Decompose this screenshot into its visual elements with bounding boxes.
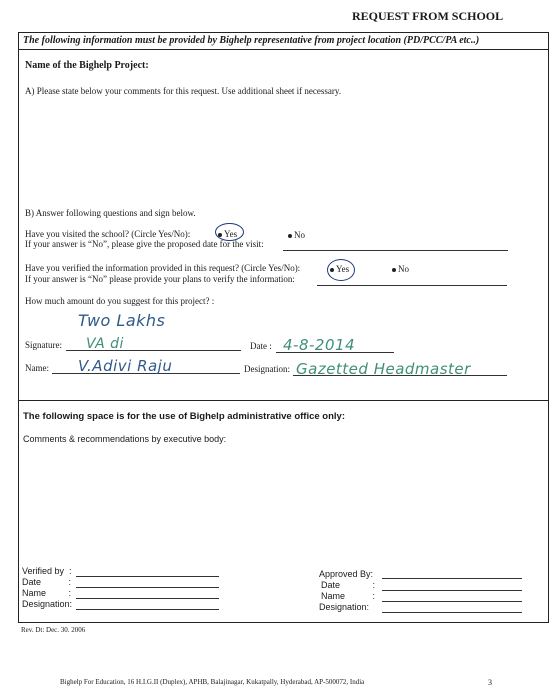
verified-name-text: Name — [22, 588, 47, 598]
verified-date-line — [76, 587, 219, 588]
designation-label: Designation: — [244, 364, 290, 374]
designation-value: Gazetted Headmaster — [296, 360, 471, 378]
verified-name-line — [76, 598, 219, 599]
verify-plan-hint: If your answer is “No” please provide your plans to verify the information: — [25, 274, 295, 284]
amount-value: Two Lakhs — [78, 311, 166, 330]
page-number: 3 — [488, 678, 492, 687]
colon: : — [68, 588, 72, 598]
office-divider — [18, 400, 549, 401]
name-label: Name: — [25, 363, 49, 373]
question-visited: Have you visited the school? (Circle Yes/No): — [25, 229, 191, 239]
verify-plan-line — [317, 285, 507, 286]
revision-date: Rev. Dt: Dec. 30. 2006 — [21, 626, 86, 634]
bullet-icon — [218, 233, 222, 237]
page-header-title: REQUEST FROM SCHOOL — [352, 9, 504, 23]
approved-date-label — [321, 580, 375, 590]
office-heading: The following space is for the use of Bighelp administrative office only: — [23, 411, 345, 422]
verified-date-text: Date — [22, 577, 42, 587]
no-option-q2[interactable] — [392, 264, 409, 274]
question-verified: Have you verified the information provided in this request? (Circle Yes/No): — [25, 263, 301, 273]
colon: : — [68, 577, 72, 587]
signature-value: VA di — [86, 336, 124, 352]
verified-by-line — [76, 576, 219, 577]
approved-by-label: Approved By: — [319, 569, 374, 579]
approved-date-text: Date — [321, 580, 341, 590]
date-label: Date : — [250, 341, 272, 351]
approved-name-label — [321, 591, 375, 601]
approved-date-line — [382, 590, 522, 591]
project-name-label: Name of the Bighelp Project: — [25, 60, 149, 71]
visit-date-hint: If your answer is “No”, please give the proposed date for the visit: — [25, 239, 264, 249]
no-option-q1[interactable] — [288, 230, 305, 240]
yes-option-q2[interactable] — [330, 264, 349, 274]
bullet-icon — [392, 268, 396, 272]
colon: : — [372, 591, 376, 601]
approved-designation-label: Designation: — [319, 602, 370, 612]
no-label: No — [294, 230, 305, 240]
verified-date-label — [22, 577, 71, 587]
name-value: V.Adivi Raju — [78, 357, 173, 375]
yes-label: Yes — [336, 264, 350, 274]
amount-label: How much amount do you suggest for this project? : — [25, 296, 215, 306]
visit-date-line — [283, 250, 508, 251]
yes-option-q1[interactable] — [218, 229, 237, 239]
date-value: 4-8-2014 — [283, 336, 356, 354]
verified-designation-label: Designation: — [22, 599, 73, 609]
no-label: No — [398, 264, 409, 274]
approved-designation-line — [382, 612, 522, 613]
bullet-icon — [330, 268, 334, 272]
section-b-text: B) Answer following questions and sign below. — [25, 208, 196, 218]
verified-by-label — [22, 566, 72, 576]
section-a-text: A) Please state below your comments for this request. Use additional sheet if necessary. — [25, 86, 342, 96]
intro-divider — [18, 49, 549, 50]
verified-by-text: Verified by — [22, 566, 65, 576]
colon: : — [372, 580, 376, 590]
approved-name-text: Name — [321, 591, 346, 601]
colon: : — [69, 566, 72, 576]
approved-by-line — [382, 578, 522, 579]
footer-address: Bighelp For Education, 16 H.I.G.II (Duplex), APHB, Balajinagar, Kukatpally, Hyderabad, AP-500072, India — [60, 678, 365, 686]
approved-name-line — [382, 601, 522, 602]
bullet-icon — [288, 234, 292, 238]
comments-label: Comments & recommendations by executive body: — [23, 434, 227, 444]
signature-label: Signature: — [25, 340, 62, 350]
verified-designation-line — [76, 609, 219, 610]
yes-label: Yes — [224, 229, 238, 239]
verified-name-label — [22, 588, 71, 598]
intro-text: The following information must be provided by Bighelp representative from project location (PD/PCC/PA etc..) — [23, 35, 480, 46]
